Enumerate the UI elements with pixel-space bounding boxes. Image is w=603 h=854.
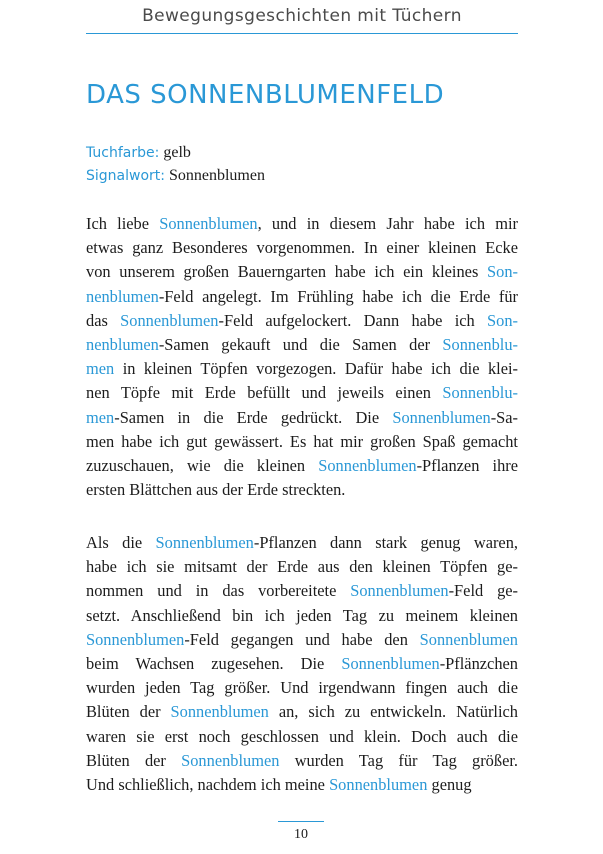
text-segment: men habe ich gut gewässert. Es hat mir großen Spaß gemacht (86, 431, 518, 451)
text-segment: nen Töpfe mit Erde befüllt und jeweils einen (86, 383, 443, 403)
signal-word-label: Signalwort: (86, 168, 165, 184)
text-line (86, 700, 518, 724)
text-line (86, 579, 518, 603)
keyword-sonnenblumen: Sonnenblu- (442, 334, 518, 354)
keyword-sonnenblumen: Sonnenblu- (442, 383, 518, 403)
keyword-sonnenblumen: men (86, 359, 115, 379)
text-line (86, 725, 518, 749)
text-segment: -Sa- (490, 407, 518, 427)
paragraph-2 (86, 531, 518, 797)
text-segment: Als die (86, 533, 156, 552)
keyword-sonnenblumen: Son- (487, 262, 518, 282)
page-title: DAS SONNENBLUMENFELD (86, 80, 445, 110)
keyword-sonnenblumen: Sonnenblumen (392, 407, 491, 427)
paragraph-1 (86, 212, 518, 502)
text-segment: -Pflanzen dann stark genug waren, (253, 533, 518, 552)
text-segment: von unserem großen Bauerngarten habe ich ein kleines (86, 262, 488, 282)
keyword-sonnenblumen: Sonnenblumen (419, 629, 518, 649)
text-segment: -Feld ge- (448, 581, 518, 601)
text-line (86, 604, 518, 628)
keyword-sonnenblumen: Sonnenblumen (350, 581, 449, 601)
text-segment: Und schließlich, nachdem ich meine (86, 774, 330, 794)
text-line (86, 333, 518, 357)
text-line (86, 285, 518, 309)
text-line (86, 628, 518, 652)
text-line (86, 773, 518, 797)
keyword-sonnenblumen: Sonnenblumen (170, 702, 269, 722)
text-segment: nommen und in das vorbereitete (86, 581, 351, 601)
keyword-sonnenblumen: Sonnenblumen (318, 455, 417, 475)
text-segment: zuzuschauen, wie die kleinen (86, 455, 319, 475)
text-line (86, 652, 518, 676)
text-line (86, 676, 518, 700)
signal-word-line (86, 166, 265, 186)
text-segment: wurden Tag für Tag größer. (279, 750, 518, 770)
text-segment: Blüten der (86, 750, 182, 770)
text-line (86, 555, 518, 579)
text-segment: -Feld angelegt. Im Frühling habe ich die Erde für (158, 286, 518, 306)
keyword-sonnenblumen: Sonnenblumen (155, 533, 254, 552)
text-segment: , und in diesem Jahr habe ich mir (257, 214, 518, 233)
text-line (86, 478, 518, 502)
header-rule (86, 33, 518, 34)
text-segment: beim Wachsen zugesehen. Die (86, 653, 342, 673)
cloth-color-value: gelb (163, 144, 191, 161)
keyword-sonnenblumen: men (86, 407, 115, 427)
keyword-sonnenblumen: Sonnenblumen (120, 310, 219, 330)
text-segment: -Feld gegangen und habe den (184, 629, 420, 649)
text-line (86, 357, 518, 381)
text-segment: -Feld aufgelockert. Dann habe ich (218, 310, 488, 330)
text-line (86, 236, 518, 260)
text-segment: in kleinen Töpfen vorgezogen. Dafür habe ich die klei- (114, 359, 518, 379)
cloth-color-line (86, 143, 191, 163)
text-line (86, 406, 518, 430)
text-line (86, 531, 518, 555)
text-line (86, 381, 518, 405)
keyword-sonnenblumen: Sonnenblumen (86, 629, 185, 649)
keyword-sonnenblumen: Son- (487, 310, 518, 330)
text-segment: habe ich sie mitsamt der Erde aus den kleinen Töpfen ge- (86, 557, 518, 577)
text-segment: an, sich zu entwickeln. Natürlich (268, 702, 518, 722)
cloth-color-label: Tuchfarbe: (86, 145, 160, 161)
text-line (86, 454, 518, 478)
text-segment: -Samen gekauft und die Samen der (158, 334, 443, 354)
keyword-sonnenblumen: nenblumen (86, 286, 159, 306)
text-line (86, 749, 518, 773)
keyword-sonnenblumen: Sonnenblumen (159, 214, 258, 233)
text-segment: Blüten der (86, 702, 171, 722)
signal-word-value: Sonnenblumen (168, 167, 265, 184)
text-line (86, 430, 518, 454)
text-segment: -Samen in die Erde gedrückt. Die (114, 407, 393, 427)
text-segment: genug (427, 774, 472, 794)
text-segment: etwas ganz Besonderes vorgenommen. In einer kleinen Ecke (86, 238, 518, 258)
text-line (86, 212, 518, 236)
text-segment: Ich liebe (86, 214, 160, 233)
text-segment: -Pflanzen ihre (416, 455, 518, 475)
text-segment: das (86, 310, 121, 330)
text-segment: ersten Blättchen aus der Erde streckten. (86, 480, 346, 500)
running-head: Bewegungsgeschichten mit Tüchern (142, 6, 462, 26)
page-number: 10 (294, 827, 308, 842)
text-line (86, 309, 518, 333)
text-segment: waren sie erst noch geschlossen und klein. Doch auch die (86, 726, 518, 746)
keyword-sonnenblumen: nenblumen (86, 334, 159, 354)
keyword-sonnenblumen: Sonnenblumen (329, 774, 428, 794)
text-segment: setzt. Anschließend bin ich jeden Tag zu meinem kleinen (86, 605, 518, 625)
keyword-sonnenblumen: Sonnenblumen (341, 653, 440, 673)
text-line (86, 260, 518, 284)
text-segment: -Pflänzchen (439, 653, 518, 673)
keyword-sonnenblumen: Sonnenblumen (181, 750, 280, 770)
footer-rule (278, 821, 324, 822)
text-segment: wurden jeden Tag größer. Und irgendwann fingen auch die (86, 678, 518, 698)
